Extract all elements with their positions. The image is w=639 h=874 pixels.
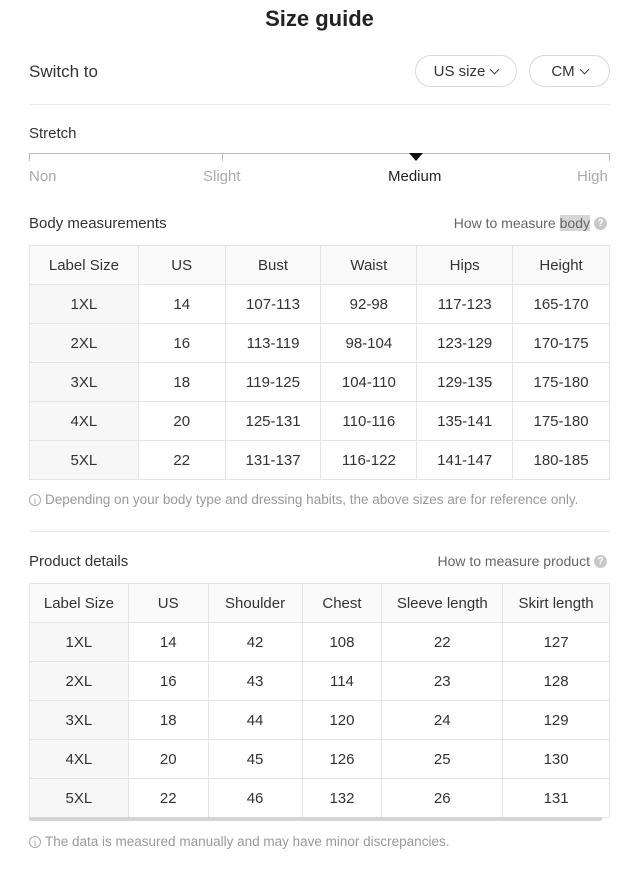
info-icon: i [29,836,41,848]
table-cell: 4XL [30,402,139,441]
table-cell: 25 [382,740,503,779]
table-cell: 22 [382,623,503,662]
stretch-level-medium: Medium [388,168,442,185]
body-note-text: Depending on your body type and dressing habits, the above sizes are for reference only. [45,492,579,507]
column-header: Waist [321,246,417,285]
column-header: Height [513,246,610,285]
column-header: US [128,584,208,623]
body-measurements-table [29,245,610,480]
table-row [30,363,610,402]
table-row [30,662,610,701]
product-details-title: Product details [29,553,129,570]
column-header: Sleeve length [382,584,503,623]
table-cell: 104-110 [321,363,417,402]
table-row [30,701,610,740]
help-icon: ? [594,217,607,230]
table-cell: 1XL [30,623,129,662]
stretch-marker-icon [409,153,423,161]
table-cell: 46 [208,779,302,818]
stretch-tick [222,153,223,161]
stretch-tick [29,153,30,161]
table-cell: 129-135 [417,363,513,402]
table-cell: 113-119 [225,324,321,363]
help-icon: ? [594,555,607,568]
howto-text: How to measure product [437,553,590,569]
table-cell: 110-116 [321,402,417,441]
table-cell: 119-125 [225,363,321,402]
table-cell: 14 [128,623,208,662]
how-to-measure-body-link[interactable] [454,215,607,231]
table-cell: 98-104 [321,324,417,363]
column-header: Shoulder [208,584,302,623]
table-cell: 2XL [30,662,129,701]
table-cell: 165-170 [513,285,610,324]
table-cell: 44 [208,701,302,740]
page-title: Size guide [265,6,374,31]
stretch-level-high: High [577,168,608,185]
table-row [30,441,610,480]
table-cell: 20 [138,402,225,441]
divider [29,531,610,532]
table-cell: 1XL [30,285,139,324]
chevron-down-icon [579,64,589,74]
stretch-level-slight: Slight [203,168,241,185]
table-cell: 20 [128,740,208,779]
table-cell: 125-131 [225,402,321,441]
body-measurements-title: Body measurements [29,215,167,232]
table-cell: 3XL [30,701,129,740]
table-cell: 131-137 [225,441,321,480]
table-cell: 22 [138,441,225,480]
table-cell: 42 [208,623,302,662]
body-note [29,492,578,507]
table-row [30,779,610,818]
table-cell: 170-175 [513,324,610,363]
table-row [30,740,610,779]
table-cell: 5XL [30,779,129,818]
product-details-table [29,583,610,818]
size-system-dropdown[interactable] [415,55,517,87]
table-cell: 2XL [30,324,139,363]
table-row [30,285,610,324]
table-cell: 16 [128,662,208,701]
table-cell: 128 [503,662,610,701]
table-row [30,402,610,441]
column-header: Skirt length [503,584,610,623]
table-cell: 45 [208,740,302,779]
howto-highlight: body [559,215,590,231]
how-to-measure-product-link[interactable] [437,553,607,569]
column-header: Hips [417,246,513,285]
table-cell: 141-147 [417,441,513,480]
howto-text: How to measure [453,215,556,231]
table-cell: 43 [208,662,302,701]
column-header: US [138,246,225,285]
switch-to-label: Switch to [29,62,98,81]
column-header: Label Size [30,246,139,285]
table-header-row [30,584,610,623]
horizontal-scrollbar[interactable] [29,817,602,821]
table-cell: 175-180 [513,402,610,441]
chevron-down-icon [490,64,500,74]
table-cell: 5XL [30,441,139,480]
table-cell: 14 [138,285,225,324]
table-row [30,324,610,363]
table-cell: 127 [503,623,610,662]
table-cell: 23 [382,662,503,701]
product-note [29,834,449,849]
table-cell: 16 [138,324,225,363]
table-cell: 4XL [30,740,129,779]
table-cell: 22 [128,779,208,818]
divider [29,104,610,105]
stretch-level-non: Non [29,168,57,185]
product-note-text: The data is measured manually and may have minor discrepancies. [45,834,450,849]
table-cell: 132 [302,779,382,818]
table-cell: 180-185 [513,441,610,480]
table-cell: 114 [302,662,382,701]
stretch-label: Stretch [29,125,77,142]
table-cell: 18 [128,701,208,740]
column-header: Chest [302,584,382,623]
table-cell: 131 [503,779,610,818]
table-cell: 117-123 [417,285,513,324]
table-cell: 130 [503,740,610,779]
table-cell: 3XL [30,363,139,402]
info-icon: i [29,494,41,506]
table-cell: 24 [382,701,503,740]
table-header-row [30,246,610,285]
column-header: Bust [225,246,321,285]
table-cell: 116-122 [321,441,417,480]
table-cell: 129 [503,701,610,740]
table-cell: 108 [302,623,382,662]
table-cell: 123-129 [417,324,513,363]
stretch-scale [29,153,610,154]
table-cell: 120 [302,701,382,740]
stretch-tick [609,153,610,161]
unit-value: CM [551,62,575,80]
table-cell: 18 [138,363,225,402]
table-row [30,623,610,662]
table-cell: 135-141 [417,402,513,441]
column-header: Label Size [30,584,129,623]
unit-dropdown[interactable] [529,55,610,87]
table-cell: 107-113 [225,285,321,324]
table-cell: 126 [302,740,382,779]
table-cell: 26 [382,779,503,818]
table-cell: 92-98 [321,285,417,324]
size-system-value: US size [433,62,486,80]
table-cell: 175-180 [513,363,610,402]
